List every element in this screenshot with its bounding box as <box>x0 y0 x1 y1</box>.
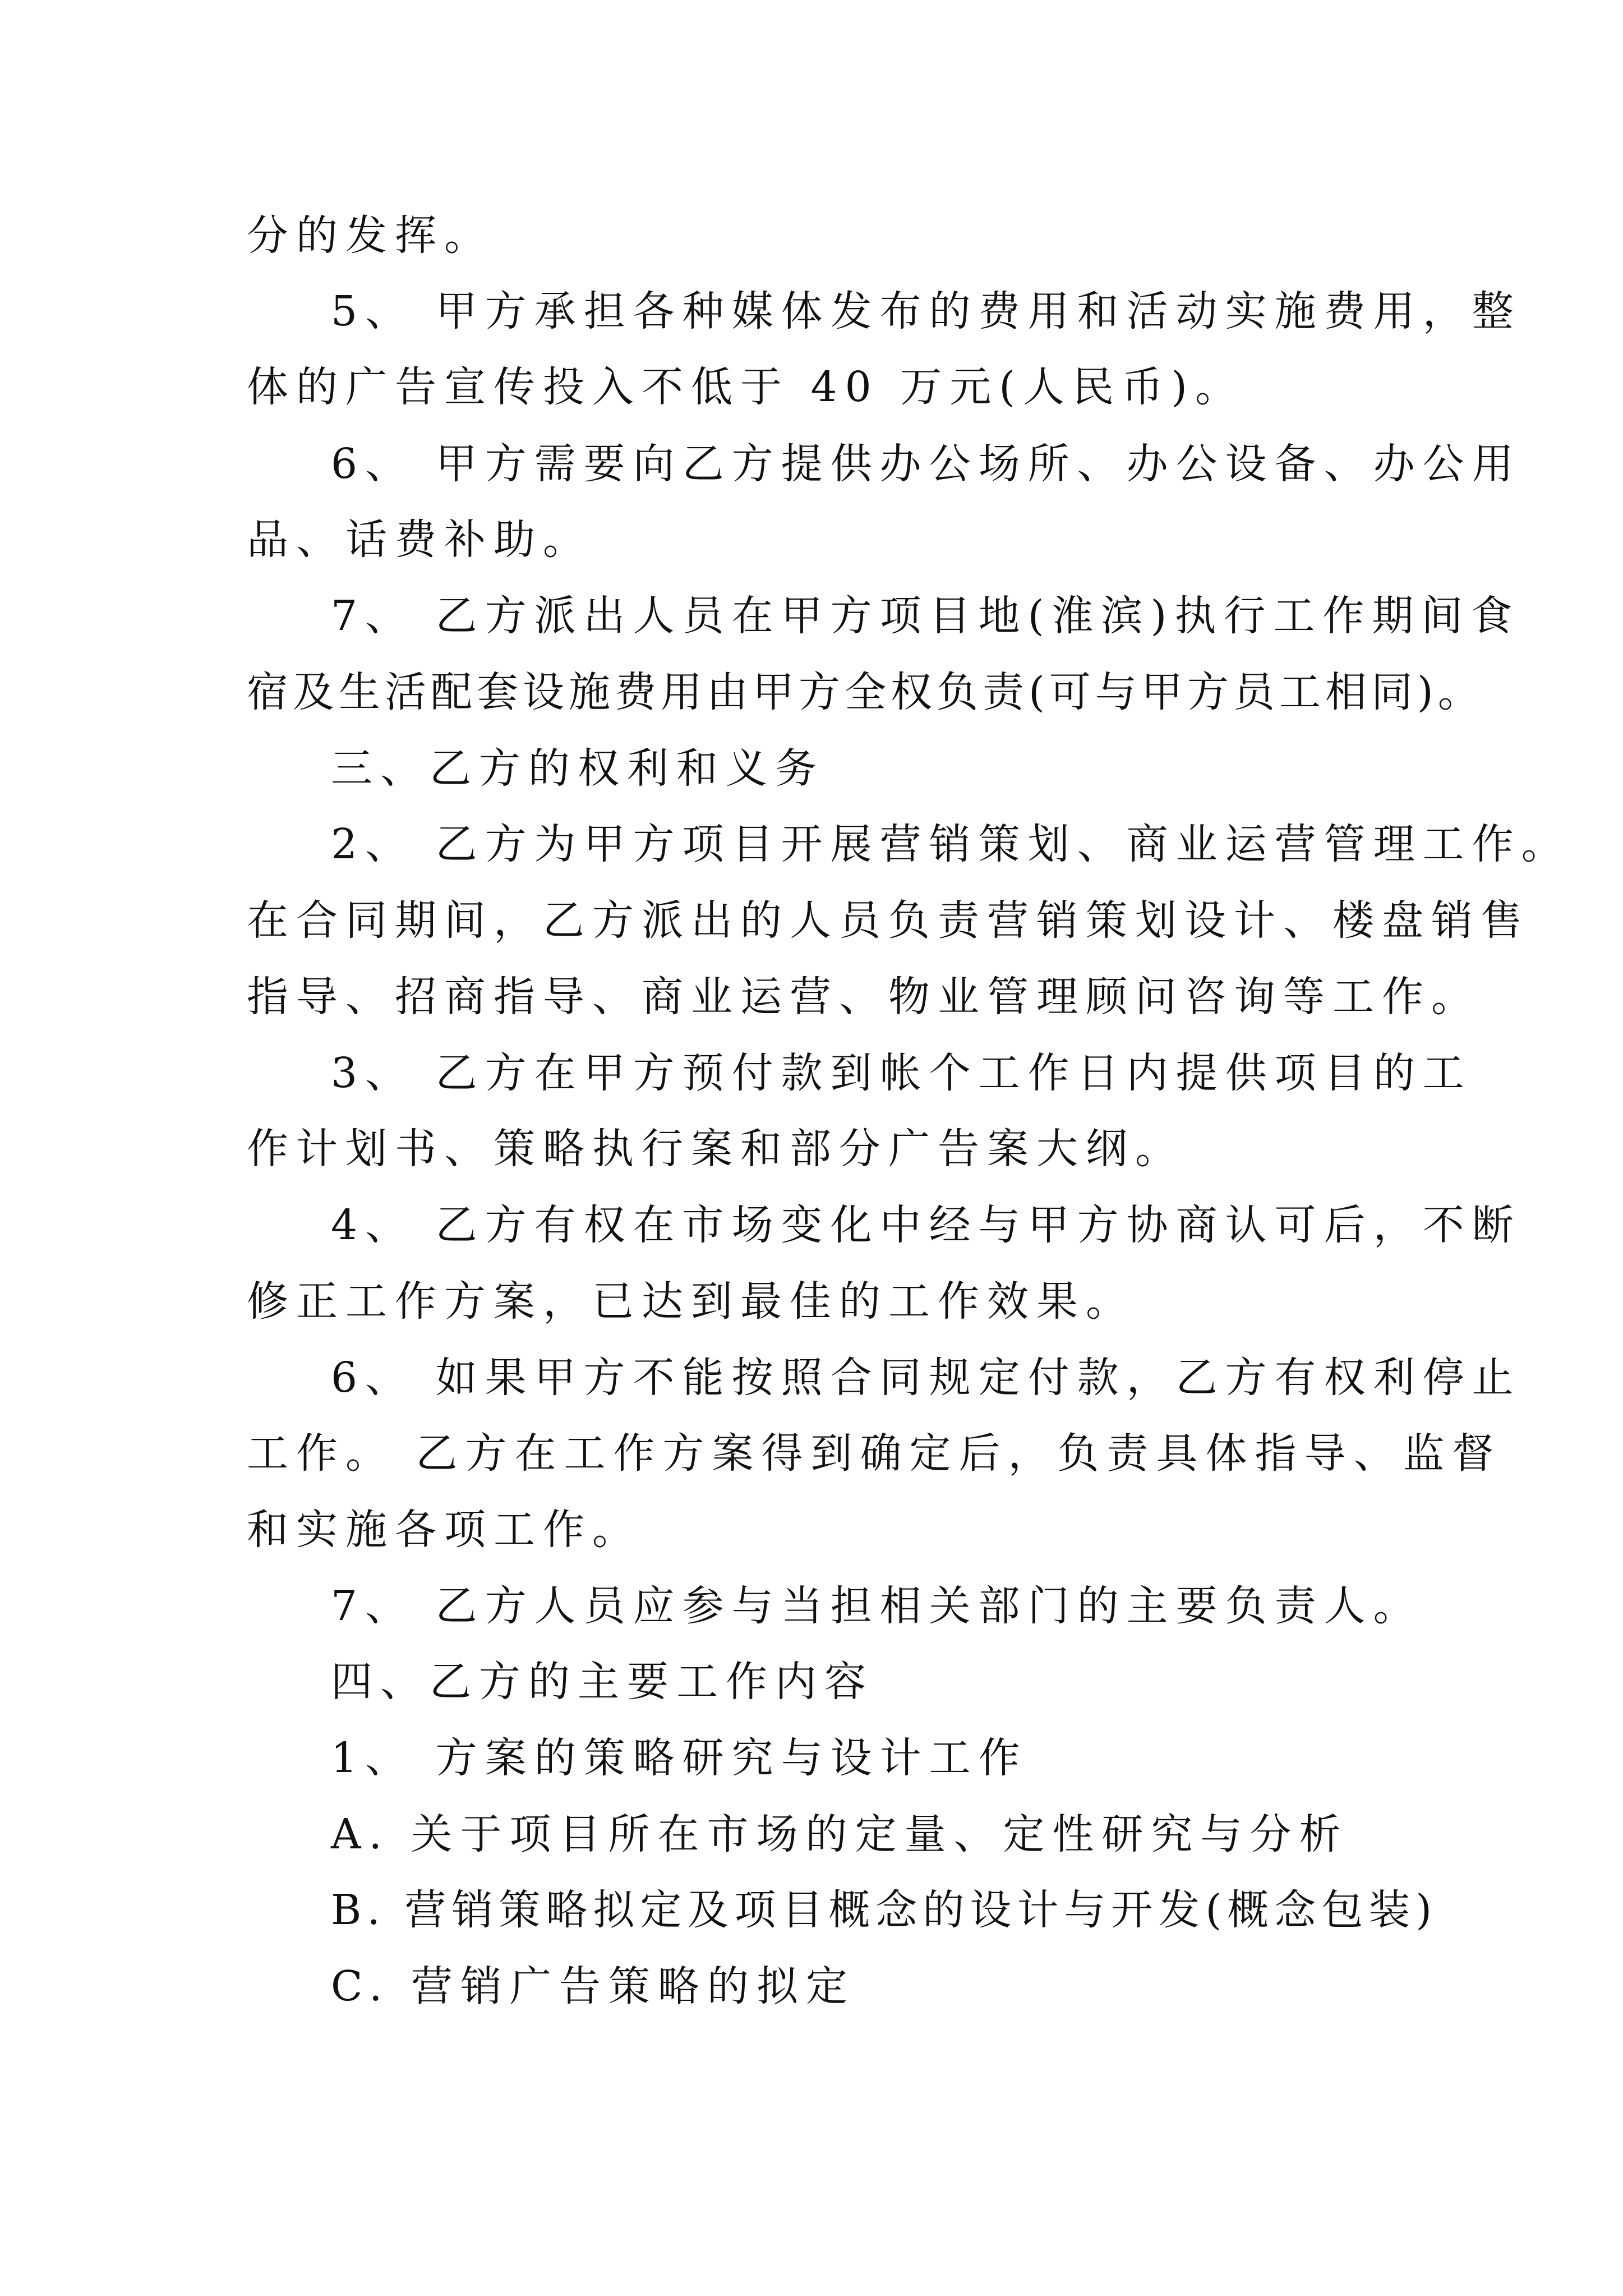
text-line: 5、 甲方承担各种媒体发布的费用和活动实施费用，整 <box>331 287 1521 335</box>
list-item: B. 营销策略拟定及项目概念的设计与开发(概念包装) <box>331 1886 1438 1934</box>
text-line: 分的发挥。 <box>247 211 494 260</box>
text-line: 指导、招商指导、商业运营、物业管理顾问咨询等工作。 <box>247 973 1481 1021</box>
text-line: 7、 乙方人员应参与当担相关部门的主要负责人。 <box>331 1582 1423 1630</box>
text-line: 3、 乙方在甲方预付款到帐个工作日内提供项目的工 <box>331 1049 1472 1097</box>
text-line: 工作。 乙方在工作方案得到确定后，负责具体指导、监督 <box>247 1429 1502 1478</box>
text-line: 2、 乙方为甲方项目开展营销策划、商业运营管理工作。 <box>331 820 1571 868</box>
text-line: 7、 乙方派出人员在甲方项目地(淮滨)执行工作期间食 <box>331 592 1520 640</box>
list-item: A. 关于项目所在市场的定量、定性研究与分析 <box>331 1810 1349 1858</box>
text-line: 和实施各项工作。 <box>247 1506 642 1554</box>
text-line: 6、 如果甲方不能按照合同规定付款，乙方有权利停止 <box>331 1354 1521 1402</box>
text-line: 作计划书、策略执行案和部分广告案大纲。 <box>247 1125 1184 1173</box>
text-line: 宿及生活配套设施费用由甲方全权负责(可与甲方员工相同)。 <box>247 668 1484 716</box>
text-line: 6、 甲方需要向乙方提供办公场所、办公设备、办公用 <box>331 440 1521 488</box>
section-heading: 三、乙方的权利和义务 <box>331 744 824 793</box>
text-line: 体的广告宣传投入不低于 40 万元(人民币)。 <box>247 363 1244 411</box>
text-line: 修正工作方案，已达到最佳的工作效果。 <box>247 1277 1135 1326</box>
list-item: C. 营销广告策略的拟定 <box>331 1962 856 2010</box>
section-heading: 四、乙方的主要工作内容 <box>331 1658 874 1706</box>
text-line: 品、话费补助。 <box>247 516 592 564</box>
text-line: 1、 方案的策略研究与设计工作 <box>331 1734 1028 1782</box>
text-line: 在合同期间，乙方派出的人员负责营销策划设计、楼盘销售 <box>247 896 1530 945</box>
text-line: 4、 乙方有权在市场变化中经与甲方协商认可后，不断 <box>331 1201 1521 1249</box>
